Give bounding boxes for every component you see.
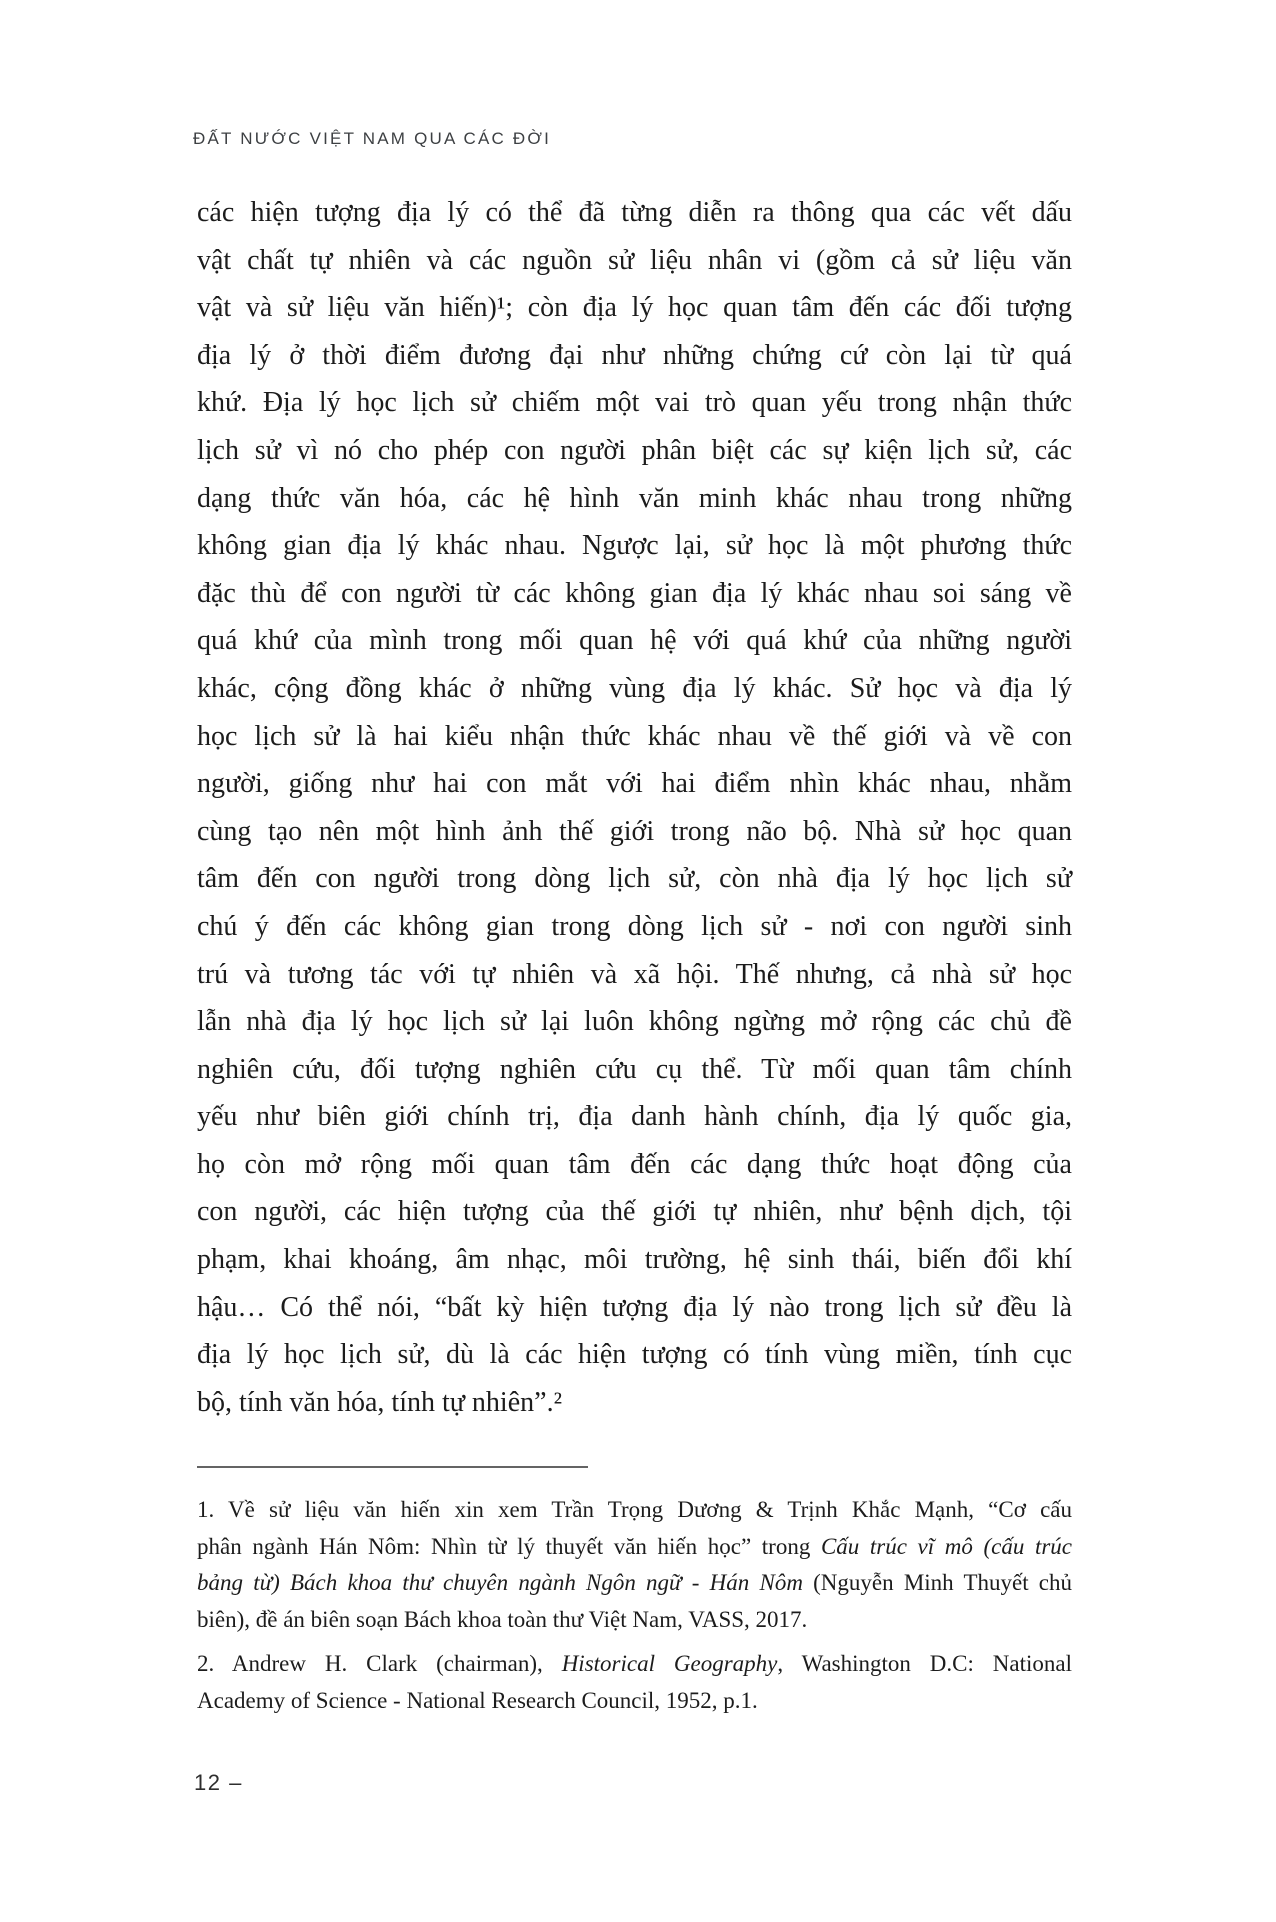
footnote-line [197, 1529, 1072, 1566]
body-line: dạng thức văn hóa, các hệ hình văn minh khác nhau trong những [197, 482, 1072, 514]
body-line: các hiện tượng địa lý có thể đã từng diễn ra thông qua các vết dấu [197, 197, 1072, 228]
body-line: đặc thù để con người từ các không gian địa lý khác nhau soi sáng về [197, 577, 1072, 609]
body-line: chú ý đến các không gian trong dòng lịch sử - nơi con người sinh [197, 910, 1072, 942]
footnote-segment: , Washington D.C: National [777, 1651, 1072, 1677]
footnote-segment: 1. Về sử liệu văn hiến xin xem Trần Trọng Dương & Trịnh Khắc Mạnh, “Cơ cấu [197, 1497, 1072, 1522]
footnote-line [197, 1683, 1072, 1720]
body-line: địa lý học lịch sử, dù là các hiện tượng có tính vùng miền, tính cục [197, 1339, 1072, 1371]
body-line: cùng tạo nên một hình ảnh thế giới trong não bộ. Nhà sử học quan [197, 815, 1072, 847]
body-line: vật và sử liệu văn hiến)¹; còn địa lý học quan tâm đến các đối tượng [197, 292, 1072, 324]
body-line: không gian địa lý khác nhau. Ngược lại, sử học là một phương thức [197, 530, 1072, 562]
footnote-line [197, 1646, 1072, 1683]
footnotes [197, 1492, 1072, 1720]
body-line: tâm đến con người trong dòng lịch sử, còn nhà địa lý học lịch sử [197, 863, 1072, 895]
body-line: bộ, tính văn hóa, tính tự nhiên”.² [197, 1386, 562, 1418]
footnote-segment: phân ngành Hán Nôm: Nhìn từ lý thuyết văn hiến học” trong [197, 1533, 821, 1559]
footnote-segment: Academy of Science - National Research Council, 1952, p.1. [197, 1687, 758, 1713]
footnote-line [197, 1492, 1072, 1529]
footnote-line [197, 1565, 1072, 1602]
body-line: địa lý ở thời điểm đương đại như những chứng cứ còn lại từ quá [197, 339, 1072, 371]
body-line: lịch sử vì nó cho phép con người phân biệt các sự kiện lịch sử, các [197, 434, 1072, 466]
body-line: người, giống như hai con mắt với hai điểm nhìn khác nhau, nhằm [197, 768, 1072, 800]
body-line: yếu như biên giới chính trị, địa danh hành chính, địa lý quốc gia, [197, 1101, 1072, 1133]
body-line: học lịch sử là hai kiểu nhận thức khác nhau về thế giới và về con [197, 720, 1072, 752]
footnote-segment-italic: Historical Geography [561, 1651, 778, 1677]
body-line: họ còn mở rộng mối quan tâm đến các dạng thức hoạt động của [197, 1148, 1072, 1180]
body-line: khác, cộng đồng khác ở những vùng địa lý khác. Sử học và địa lý [197, 672, 1072, 704]
footnote-separator [197, 1466, 588, 1468]
body-line: khứ. Địa lý học lịch sử chiếm một vai trò quan yếu trong nhận thức [197, 387, 1072, 419]
body-paragraph [197, 189, 1072, 1426]
body-line: nghiên cứu, đối tượng nghiên cứu cụ thể. Từ mối quan tâm chính [197, 1053, 1072, 1085]
footnote-line [197, 1602, 1072, 1639]
page-number: 12 – [194, 1770, 243, 1795]
footnote-segment: 2. Andrew H. Clark (chairman), [197, 1651, 562, 1677]
running-head: ĐẤT NƯỚC VIỆT NAM QUA CÁC ĐỜI [193, 129, 552, 148]
body-line: con người, các hiện tượng của thế giới tự nhiên, như bệnh dịch, tội [197, 1196, 1072, 1228]
footnote [197, 1646, 1072, 1719]
body-line: trú và tương tác với tự nhiên và xã hội. Thế nhưng, cả nhà sử học [197, 958, 1072, 990]
footnote-segment: biên), đề án biên soạn Bách khoa toàn thư Việt Nam, VASS, 2017. [197, 1606, 808, 1632]
body-line: lẫn nhà địa lý học lịch sử lại luôn không ngừng mở rộng các chủ đề [197, 1006, 1072, 1038]
body-line: vật chất tự nhiên và các nguồn sử liệu nhân vi (gồm cả sử liệu văn [197, 244, 1072, 276]
footnote-segment-italic: bảng từ) Bách khoa thư chuyên ngành Ngôn ngữ - Hán Nôm [197, 1570, 814, 1596]
footnote-segment: (Nguyễn Minh Thuyết chủ [813, 1570, 1072, 1596]
body-line: quá khứ của mình trong mối quan hệ với quá khứ của những người [197, 625, 1072, 657]
body-line: phạm, khai khoáng, âm nhạc, môi trường, hệ sinh thái, biến đổi khí [197, 1244, 1072, 1276]
footnote [197, 1492, 1072, 1638]
body-line: hậu… Có thể nói, “bất kỳ hiện tượng địa lý nào trong lịch sử đều là [197, 1291, 1072, 1323]
footnote-segment-italic: Cấu trúc vĩ mô (cấu trúc [820, 1533, 1072, 1559]
